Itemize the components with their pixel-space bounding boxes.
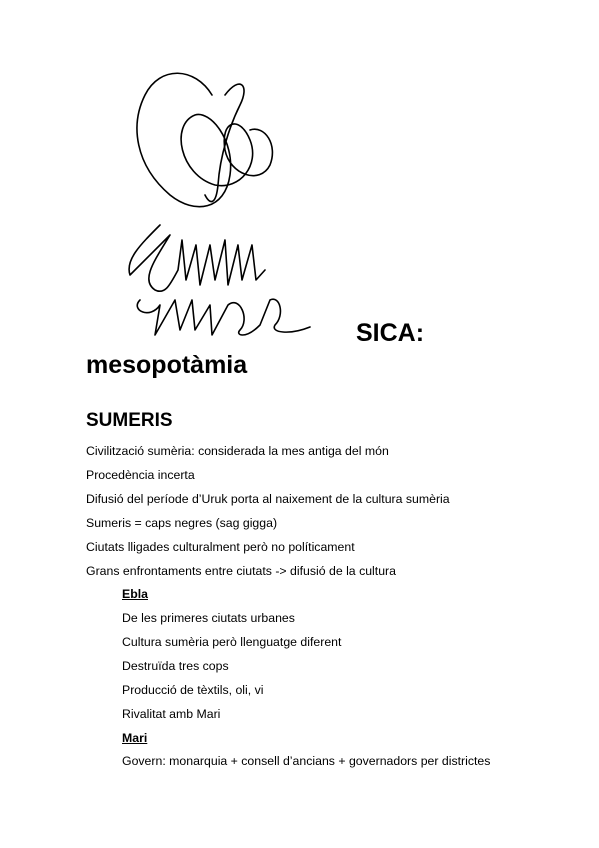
paragraph: Sumeris = caps negres (sag gigga) (86, 516, 278, 530)
paragraph: Difusió del període d’Uruk porta al naixement de la cultura sumèria (86, 492, 450, 506)
section-heading: SUMERIS (86, 410, 173, 431)
subheading-ebla: Ebla (122, 587, 148, 601)
subheading-mari: Mari (122, 731, 148, 745)
list-item: De les primeres ciutats urbanes (122, 611, 295, 625)
list-item: Rivalitat amb Mari (122, 707, 221, 721)
list-item: Producció de tèxtils, oli, vi (122, 683, 264, 697)
list-item: Destruïda tres cops (122, 659, 229, 673)
paragraph: Grans enfrontaments entre ciutats -> difusió de la cultura (86, 564, 396, 578)
page-title: mesopotàmia (86, 351, 248, 379)
list-item: Cultura sumèria però llenguatge diferent (122, 635, 342, 649)
handwritten-scribble (100, 55, 340, 345)
list-item: Govern: monarquia + consell d’ancians + governadors per districtes (122, 754, 491, 768)
paragraph: Ciutats lligades culturalment però no políticament (86, 540, 355, 554)
title-tail: SICA: (356, 319, 425, 347)
paragraph: Civilització sumèria: considerada la mes antiga del món (86, 444, 389, 458)
paragraph: Procedència incerta (86, 468, 195, 482)
